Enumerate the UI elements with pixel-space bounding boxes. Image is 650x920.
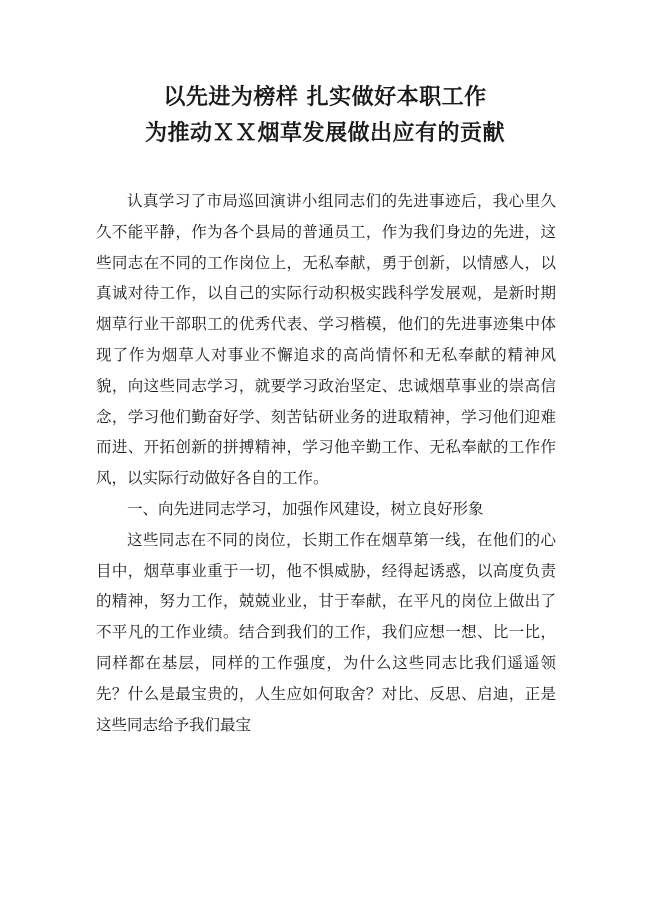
document-title [0, 80, 650, 152]
section-heading-1: 一、向先进同志学习，加强作风建设，树立良好形象 [127, 499, 484, 518]
title-line-2: 为推动ＸＸ烟草发展做出应有的贡献 [144, 121, 505, 146]
paragraph-section-1: 这些同志在不同的岗位，长期工作在烟草第一线，在他们的心目中，烟草事业重于一切，他不惧威胁，经得起诱惑，以高度负责的精神，努力工作，兢兢业业，甘于奉献，在平凡的岗位上做出了不平凡的工作业绩。结合到我们的工作，我们应想一想、比一比，同样都在基层，同样的工作强度，为什么这些同志比我们遥遥领先？什么是最宝贵的，人生应如何取舍？对比、反思、启迪，正是这些同志给予我们最宝 [96, 530, 556, 734]
paragraph-intro: 认真学习了市局巡回演讲小组同志们的先进事迹后，我心里久久不能平静，作为各个县局的普通员工，作为我们身边的先进，这些同志在不同的工作岗位上，无私奉献，勇于创新，以情感人，以真诚对待工作，以自己的实际行动积极实践科学发展观，是新时期烟草行业干部职工的优秀代表、学习楷模，他们的先进事迹集中体现了作为烟草人对事业不懈追求的高尚情怀和无私奉献的精神风貌，向这些同志学习，就要学习政治坚定、忠诚烟草事业的崇高信念，学习他们勤奋好学、刻苦钻研业务的进取精神，学习他们迎难而进、开拓创新的拼搏精神，学习他辛勤工作、无私奉献的工作作风，以实际行动做好各自的工作。 [96, 192, 556, 488]
document-body [96, 186, 556, 740]
title-line-1: 以先进为榜样 扎实做好本职工作 [163, 85, 487, 110]
